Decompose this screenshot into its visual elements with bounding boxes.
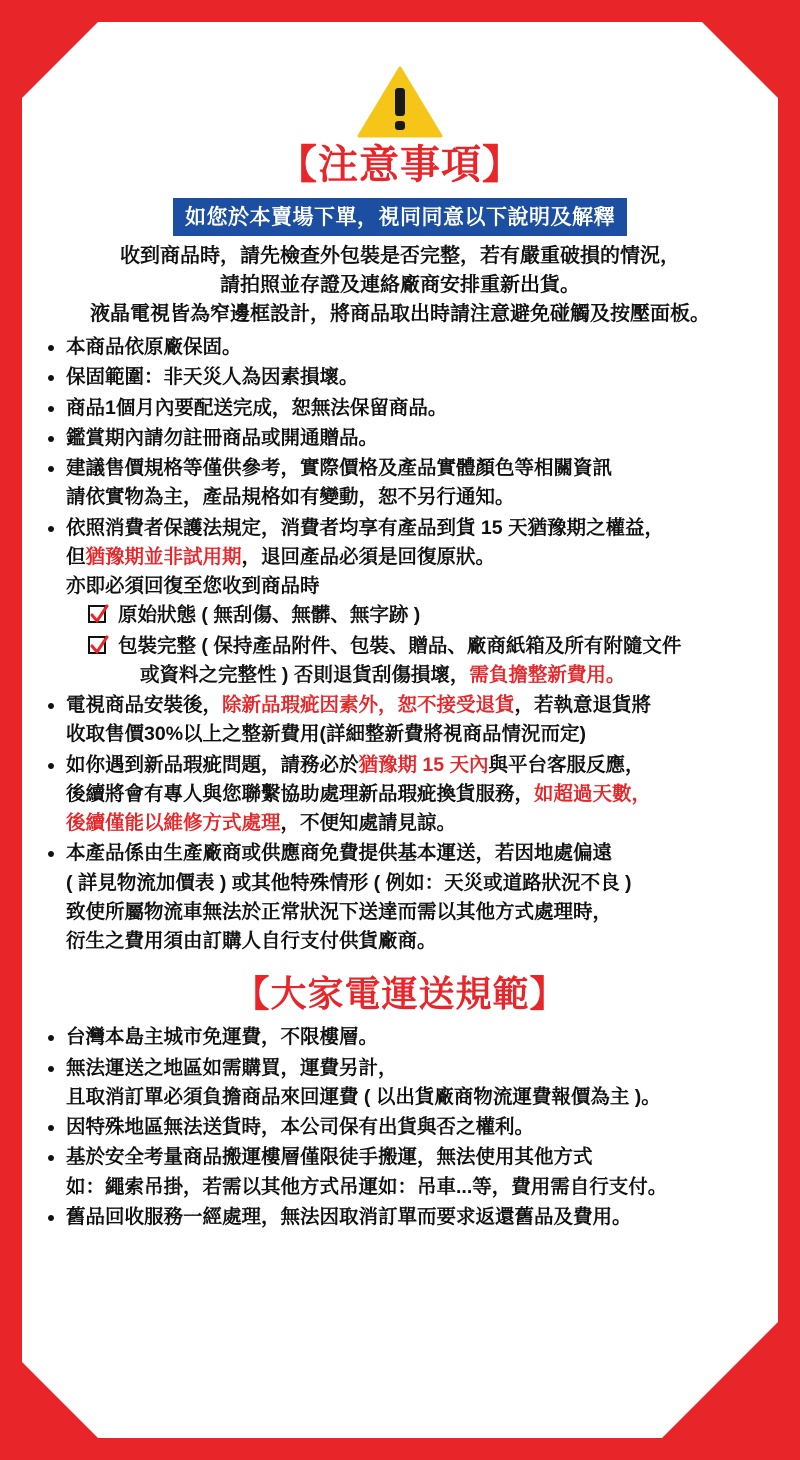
checklist-item <box>88 601 760 630</box>
text-segment-highlight: 需負擔整新費用。 <box>469 663 626 686</box>
text-segment: 亦即必須回復至您收到商品時 <box>66 575 320 597</box>
text-segment: 電視商品安裝後， <box>66 694 223 716</box>
list-item-line: 收取售價30%以上之整新費用(詳細整新費將視商品情況而定) <box>66 723 587 746</box>
text-segment: 或資料之完整性 ) 否則退貨刮傷損壞， <box>140 663 470 686</box>
text-segment: 但 <box>66 545 86 568</box>
list-item-line: 建議售價規格等僅供參考，實際價格及產品實體顏色等相關資訊 <box>66 457 613 479</box>
list-item-line: 無法運送之地區如需購買，運費另計， <box>66 1056 398 1079</box>
text-segment: 後續將會有專人與您聯繫協助處理新品瑕疵換貨服務， <box>66 782 535 805</box>
checklist-text-line <box>118 661 760 690</box>
list-item-line: 基於安全考量商品搬運樓層僅限徒手搬運，無法使用其他方式 <box>66 1146 593 1169</box>
text-segment-highlight: 猶豫期 15 天內 <box>358 753 489 776</box>
header-line: 收到商品時，請先檢查外包裝是否完整，若有嚴重破損的情況， <box>120 245 680 267</box>
list-item: 鑑賞期內請勿註冊商品或開通贈品。 <box>40 424 760 453</box>
warning-triangle-icon <box>357 66 443 138</box>
list-item-line <box>66 543 760 572</box>
list-item <box>40 1143 760 1202</box>
list-item: 台灣本島主城市免運費，不限樓層。 <box>40 1023 760 1052</box>
page-title: 【注意事項】 <box>277 143 523 187</box>
list-item <box>40 839 760 956</box>
list-item-line <box>66 514 760 543</box>
list-item: 本商品依原廠保固。 <box>40 333 760 362</box>
warning-icon-wrapper <box>40 66 760 138</box>
list-item <box>40 514 760 691</box>
text-segment: 與平台客服反應， <box>488 753 645 776</box>
text-segment: ，若執意退貨將 <box>514 694 652 716</box>
checklist-text: 原始狀態 ( 無刮傷、無髒、無字跡 ) <box>118 604 421 627</box>
list-item-line: 本產品係由生產廠商或供應商免費提供基本運送，若因地處偏遠 <box>66 842 613 865</box>
list-item: 商品1個月內要配送完成，恕無法保留商品。 <box>40 394 760 423</box>
text-segment: ，不便知處請見諒。 <box>280 812 457 834</box>
checkbox-checked-icon <box>88 605 106 623</box>
list-item-line <box>66 809 760 838</box>
list-item-line: 衍生之費用須由訂購人自行支付供貨廠商。 <box>66 930 437 952</box>
header-line: 液晶電視皆為窄邊框設計，將商品取出時請注意避免碰觸及按壓面板。 <box>90 303 710 325</box>
list-item-line: 請依實物為主，產品規格如有變動，恕不另行通知。 <box>66 486 515 509</box>
text-segment-highlight: 如超過天數， <box>534 782 652 805</box>
list-item-line <box>66 691 760 720</box>
checklist-text: 包裝完整 ( 保持產品附件、包裝、贈品、廠商紙箱及所有附隨文件 <box>118 634 682 657</box>
list-item-line: 致使所屬物流車無法於正常狀況下送達而需以其他方式處理時， <box>66 900 613 923</box>
text-segment-highlight: 除新品瑕疵因素外，恕不接受退貨 <box>222 694 515 716</box>
list-item-line <box>66 572 760 601</box>
notes-list <box>40 333 760 956</box>
text-segment: ，退回產品必須是回復原狀。 <box>241 545 496 568</box>
list-item: 保固範圍：非天災人為因素損壞。 <box>40 363 760 392</box>
list-item <box>40 1054 760 1113</box>
checkbox-checked-icon <box>88 636 106 654</box>
agreement-banner-wrapper <box>40 198 760 236</box>
checklist-item <box>88 632 760 691</box>
notice-sheet <box>22 22 778 1438</box>
list-item <box>40 691 760 750</box>
shipping-list <box>40 1023 760 1232</box>
text-segment-highlight: 猶豫期並非試用期 <box>85 545 242 568</box>
text-segment: 依照消費者保護法規定，消費者均享有產品到貨 15 天猶豫期之權益， <box>66 516 665 539</box>
text-segment: 如你遇到新品瑕疵問題，請務必於 <box>66 753 359 776</box>
list-item: 因特殊地區無法送貨時，本公司保有出貨與否之權利。 <box>40 1113 760 1142</box>
agreement-banner: 如您於本賣場下單，視同同意以下說明及解釋 <box>173 198 627 236</box>
list-item: 舊品回收服務一經處理，無法因取消訂單而要求返還舊品及費用。 <box>40 1203 760 1232</box>
list-item-line: 如：繩索吊掛，若需以其他方式吊運如：吊車...等，費用需自行支付。 <box>66 1175 668 1198</box>
list-item-line: 且取消訂單必須負擔商品來回運費 ( 以出貨廠商物流運費報價為主 )。 <box>66 1085 661 1108</box>
header-center-lines <box>40 242 760 329</box>
list-item-line <box>66 780 760 809</box>
header-line: 請拍照並存證及連絡廠商安排重新出貨。 <box>220 274 580 296</box>
list-item <box>40 454 760 513</box>
list-item-line <box>66 751 760 780</box>
list-item <box>40 751 760 839</box>
shipping-section-title: 【大家電運送規範】 <box>233 973 567 1015</box>
text-segment-highlight: 後續僅能以維修方式處理 <box>66 812 281 834</box>
list-item-line: ( 詳見物流加價表 ) 或其他特殊情形 ( 例如：天災或道路狀況不良 ) <box>66 871 632 894</box>
